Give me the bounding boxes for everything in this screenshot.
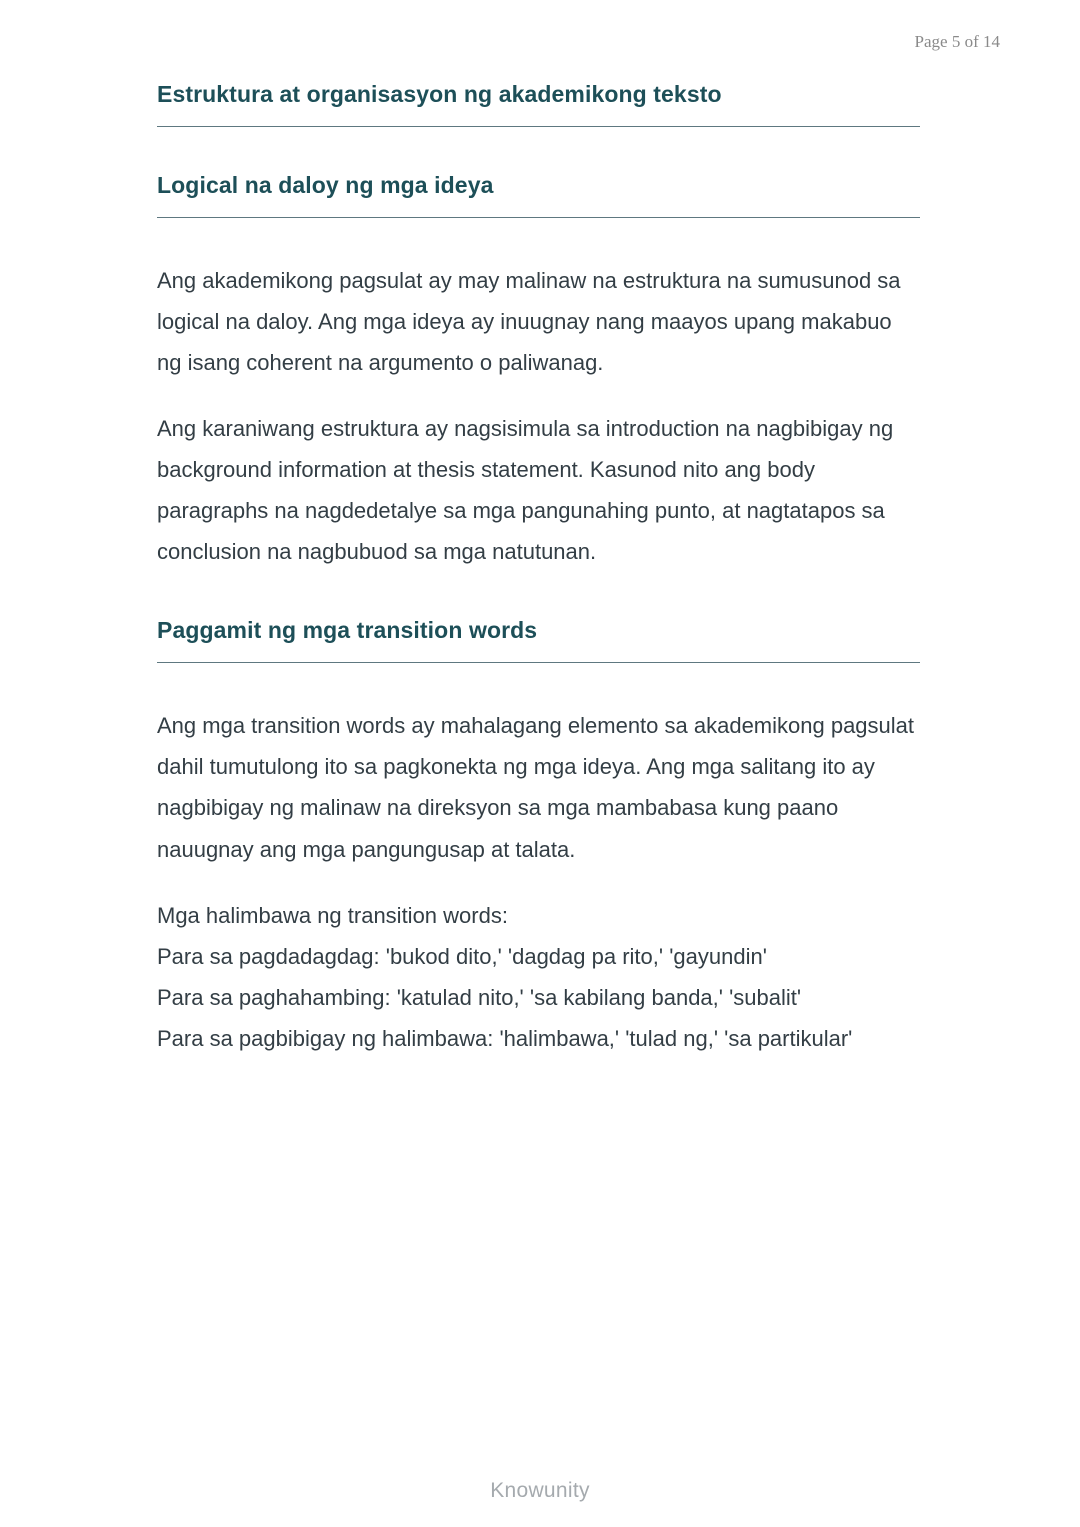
paragraph: Ang akademikong pagsulat ay may malinaw na estruktura na sumusunod sa logical na daloy. Ang mga ideya ay inuugnay nang maayos upang makabuo ng isang coherent na argumento o paliwanag. bbox=[157, 267, 901, 375]
example-line: Para sa pagdadagdag: 'bukod dito,' 'dagdag pa rito,' 'gayundin' bbox=[157, 943, 767, 969]
page-number: Page 5 of 14 bbox=[914, 32, 1000, 51]
document-title-block bbox=[157, 80, 920, 127]
footer-brand: Knowunity bbox=[490, 1479, 590, 1502]
example-list bbox=[157, 895, 920, 1060]
example-line: Para sa pagbibigay ng halimbawa: 'halimbawa,' 'tulad ng,' 'sa partikular' bbox=[157, 1026, 853, 1051]
document-content bbox=[157, 80, 920, 1059]
document-title: Estruktura at organisasyon ng akademikong teksto bbox=[157, 81, 722, 107]
section-heading-block-transition-words bbox=[157, 616, 920, 663]
paragraph: Ang mga transition words ay mahalagang elemento sa akademikong pagsulat dahil tumutulong ito sa pagkonekta ng mga ideya. Ang mga salitang ito ay nagbibigay ng malinaw na direksyon sa mga mambabasa kung paano nauugnay ang mga pangungusap at talata. bbox=[157, 713, 915, 862]
section-heading: Logical na daloy ng mga ideya bbox=[157, 171, 494, 198]
example-line: Mga halimbawa ng transition words: bbox=[157, 902, 508, 928]
paragraph: Ang karaniwang estruktura ay nagsisimula sa introduction na nagbibigay ng background information at thesis statement. Kasunod nito ang body paragraphs na nagdedetalye sa mga pangunahing punto, at nagtatapos sa conclusion na nagbubuod sa mga natutunan. bbox=[157, 415, 894, 565]
section-heading-block-logical-flow bbox=[157, 171, 920, 218]
section-heading: Paggamit ng mga transition words bbox=[157, 617, 538, 644]
example-line: Para sa paghahambing: 'katulad nito,' 'sa kabilang banda,' 'subalit' bbox=[157, 984, 802, 1010]
